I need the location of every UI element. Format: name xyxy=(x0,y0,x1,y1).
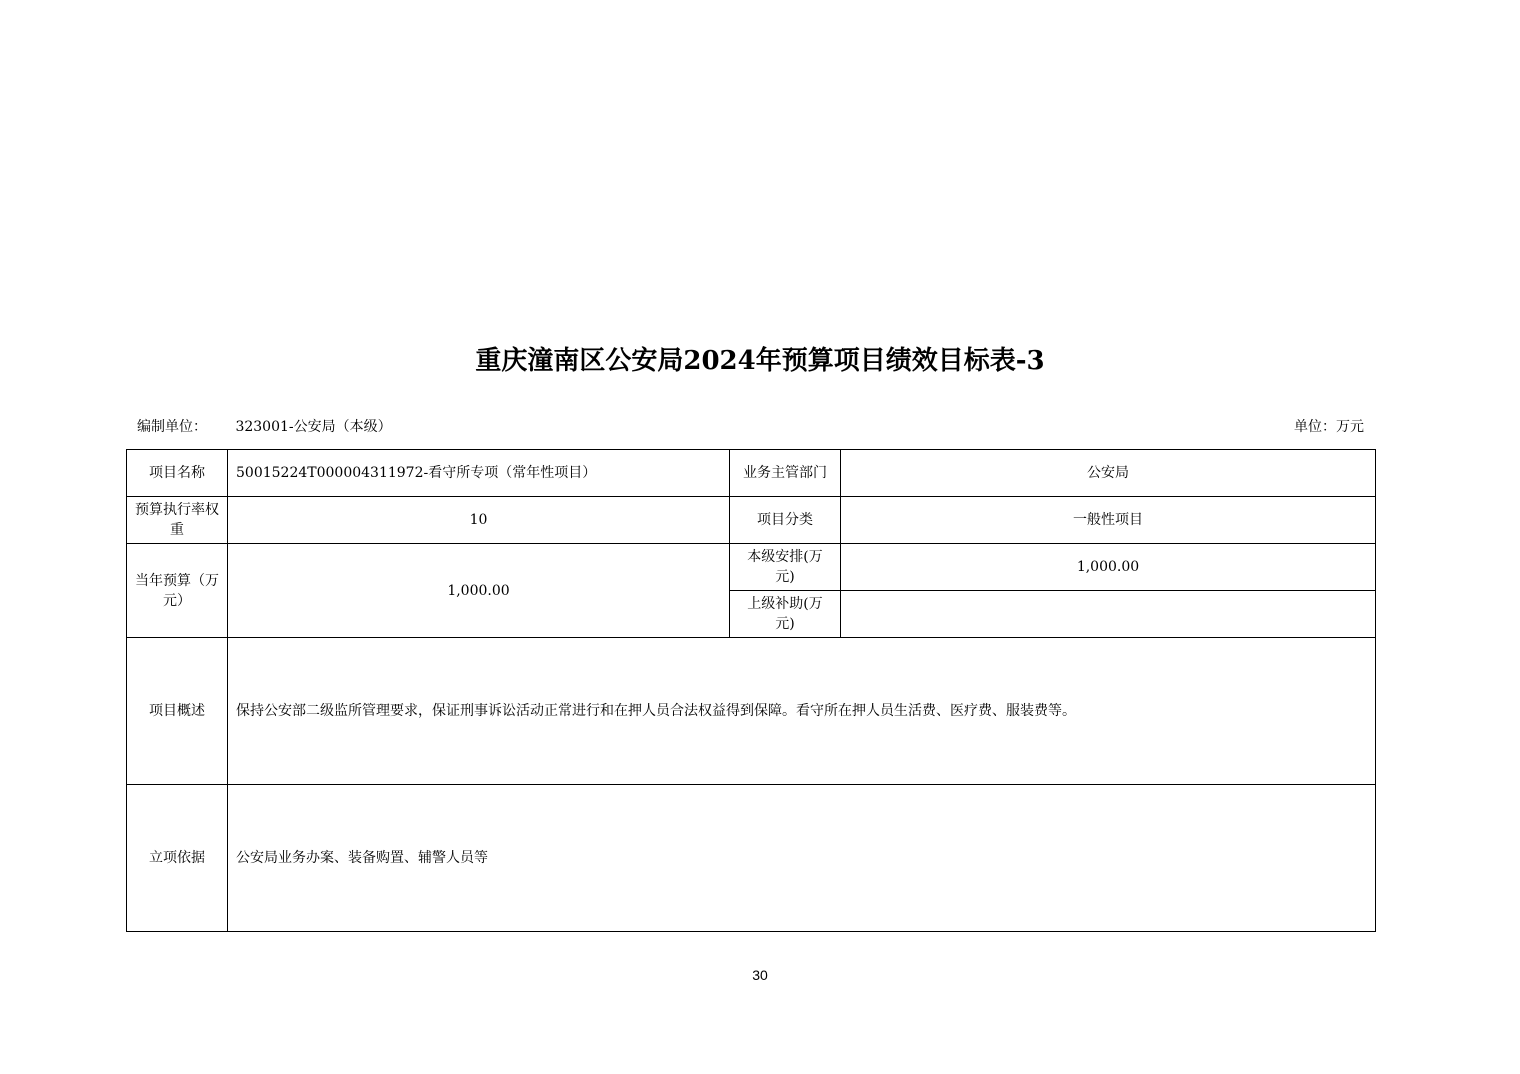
compiling-unit-value: 323001-公安局（本级） xyxy=(235,419,392,435)
weight-label: 预算执行率权重 xyxy=(127,497,228,544)
table-row xyxy=(127,544,1376,591)
dept-label: 业务主管部门 xyxy=(730,450,841,497)
local-label: 本级安排(万元) xyxy=(730,544,841,591)
currency-unit: 单位：万元 xyxy=(1294,419,1364,435)
dept-value: 公安局 xyxy=(841,450,1376,497)
category-label: 项目分类 xyxy=(730,497,841,544)
compiling-unit xyxy=(137,416,392,436)
subsidy-value xyxy=(841,591,1376,638)
project-name-value: 50015224T000004311972-看守所专项（常年性项目） xyxy=(228,450,730,497)
table-row xyxy=(127,450,1376,497)
category-value: 一般性项目 xyxy=(841,497,1376,544)
table-row xyxy=(127,785,1376,932)
overview-value: 保持公安部二级监所管理要求，保证刑事诉讼活动正常进行和在押人员合法权益得到保障。看守所在押人员生活费、医疗费、服装费等。 xyxy=(228,638,1376,785)
table-row xyxy=(127,497,1376,544)
compiling-unit-label: 编制单位： xyxy=(137,419,207,435)
subsidy-label: 上级补助(万元) xyxy=(730,591,841,638)
page-number: 30 xyxy=(752,967,768,983)
basis-label: 立项依据 xyxy=(127,785,228,932)
local-value: 1,000.00 xyxy=(841,544,1376,591)
overview-label: 项目概述 xyxy=(127,638,228,785)
table-row xyxy=(127,638,1376,785)
weight-value: 10 xyxy=(228,497,730,544)
basis-value: 公安局业务办案、装备购置、辅警人员等 xyxy=(228,785,1376,932)
budget-value: 1,000.00 xyxy=(228,544,730,638)
project-name-label: 项目名称 xyxy=(127,450,228,497)
page-title: 重庆潼南区公安局2024年预算项目绩效目标表-3 xyxy=(475,346,1045,376)
performance-target-table xyxy=(126,449,1376,932)
budget-label: 当年预算（万元） xyxy=(127,544,228,638)
